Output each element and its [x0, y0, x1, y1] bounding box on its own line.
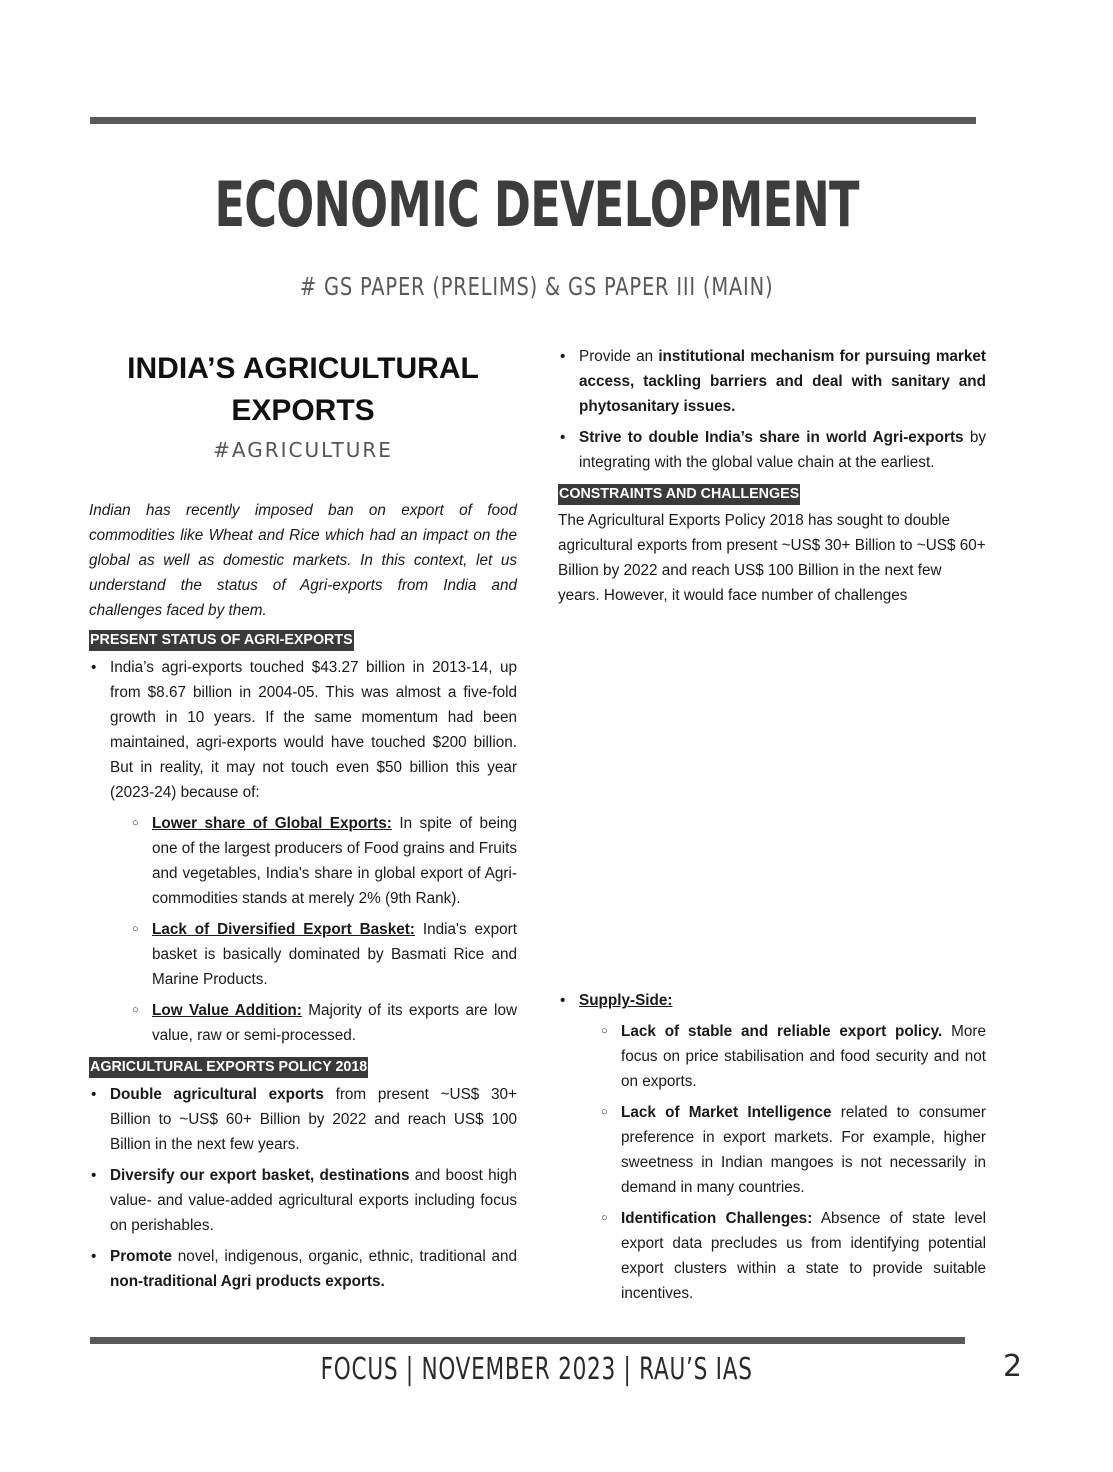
article-title	[89, 348, 517, 432]
list-item: • Double agricultural exports from present ~US$ 30+ Billion to ~US$ 60+ Billion by 2022 and reach US$ 100 Billion in the next few years.	[89, 1082, 517, 1157]
list-item: ○ Lack of stable and reliable export policy. More focus on price stabilisation and food security and not on exports.	[579, 1019, 986, 1094]
page-number: 2	[1003, 1349, 1023, 1384]
page-subtitle: # GS PAPER (PRELIMS) & GS PAPER III (MAIN)	[299, 272, 774, 301]
policy-list	[89, 1082, 517, 1294]
supply-side-sublist	[579, 1019, 986, 1306]
present-status-sublist	[110, 811, 517, 1048]
section-heading-policy: AGRICULTURAL EXPORTS POLICY 2018	[89, 1057, 368, 1078]
intro-paragraph: Indian has recently imposed ban on export of food commodities like Wheat and Rice which had an impact on the global as well as domestic markets. In this context, let us understand the status of Agri-exports from India and challenges faced by them.	[89, 502, 517, 619]
left-column	[89, 348, 517, 1300]
constraints-paragraph: The Agricultural Exports Policy 2018 has sought to double agricultural exports from present ~US$ 30+ Billion to ~US$ 60+ Billion by 2022 and reach US$ 100 Billion in the next few years. However, it would face number of challenges	[558, 512, 986, 604]
section-heading-present-status: PRESENT STATUS OF AGRI-EXPORTS	[89, 630, 354, 651]
list-item: • Provide an institutional mechanism for pursuing market access, tackling barriers and deal with sanitary and phytosanitary issues.	[558, 344, 986, 419]
article-title-line1: INDIA’S AGRICULTURAL	[127, 352, 479, 385]
list-item	[89, 655, 517, 1048]
supply-side-label: Supply-Side:	[579, 992, 673, 1009]
article-tag: #AGRICULTURE	[213, 438, 393, 462]
footer-text: FOCUS | NOVEMBER 2023 | RAU’S IAS	[320, 1352, 753, 1387]
list-item: ○ Lack of Diversified Export Basket: India's export basket is basically dominated by Basmati Rice and Marine Products.	[110, 917, 517, 992]
list-item: • Strive to double India’s share in world Agri-exports by integrating with the global value chain at the earliest.	[558, 425, 986, 475]
supply-side-section	[558, 988, 986, 1312]
list-item: ○ Lack of Market Intelligence related to consumer preference in export markets. For example, higher sweetness in Indian mangoes is not necessarily in demand in many countries.	[579, 1100, 986, 1200]
present-status-list	[89, 655, 517, 1048]
present-status-text: India’s agri-exports touched $43.27 billion in 2013-14, up from $8.67 billion in 2004-05. This was almost a five-fold growth in 10 years. If the same momentum had been maintained, agri-exports would have touched $200 billion. But in reality, it may not touch even $50 billion this year (2023-24) because of:	[110, 659, 517, 801]
section-heading-constraints: CONSTRAINTS AND CHALLENGES	[558, 484, 800, 505]
policy-list-continued	[558, 344, 986, 475]
bottom-divider	[90, 1337, 965, 1344]
right-column	[558, 344, 986, 608]
article-title-line2: EXPORTS	[231, 394, 375, 427]
supply-side-list	[558, 988, 986, 1306]
page-title: ECONOMIC DEVELOPMENT	[214, 168, 859, 241]
list-item: ○ Low Value Addition: Majority of its exports are low value, raw or semi-processed.	[110, 998, 517, 1048]
list-item: • Promote novel, indigenous, organic, ethnic, traditional and non-traditional Agri products exports.	[89, 1244, 517, 1294]
list-item: • Diversify our export basket, destinations and boost high value- and value-added agricultural exports including focus on perishables.	[89, 1163, 517, 1238]
top-divider	[90, 117, 976, 124]
list-item: ○ Lower share of Global Exports: In spite of being one of the largest producers of Food grains and Fruits and vegetables, India's share in global export of Agri-commodities stands at merely 2% (9th Rank).	[110, 811, 517, 911]
list-item	[558, 988, 986, 1306]
list-item: ○ Identification Challenges: Absence of state level export data precludes us from identifying potential export clusters within a state to provide suitable incentives.	[579, 1206, 986, 1306]
